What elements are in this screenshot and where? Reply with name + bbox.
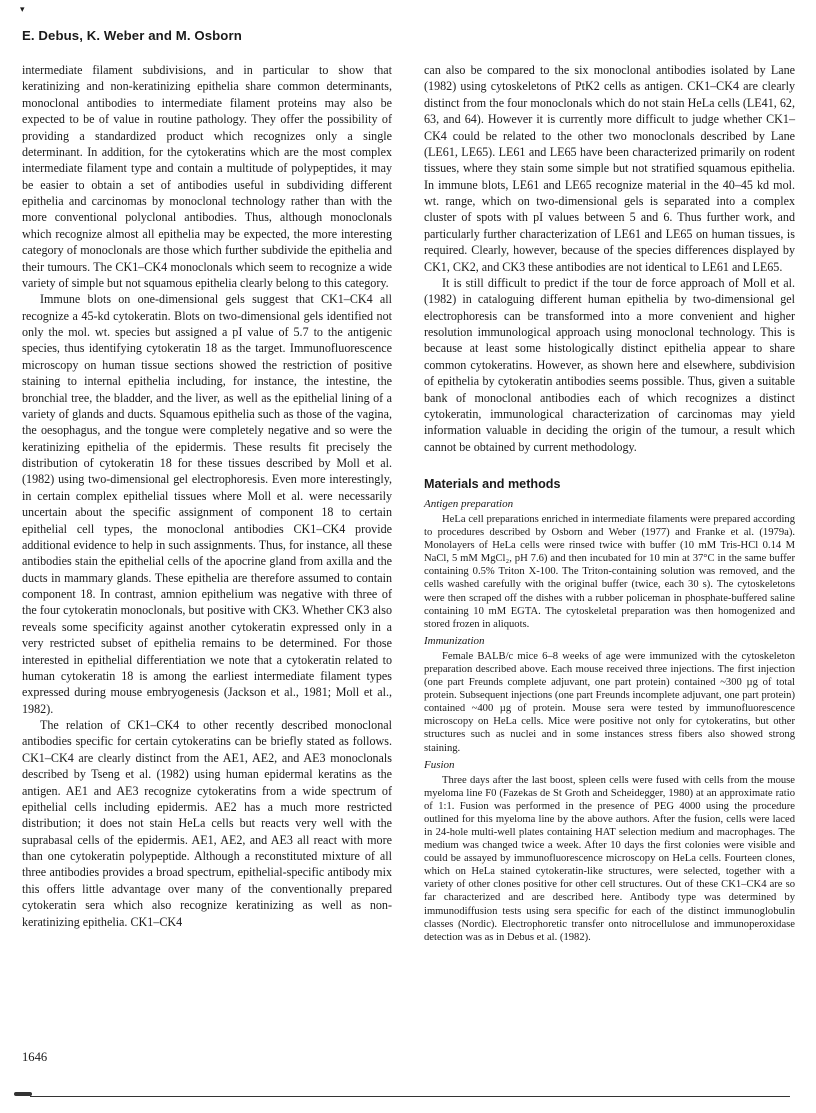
scan-edge-line	[30, 1096, 790, 1097]
section-heading-methods: Materials and methods	[424, 477, 561, 491]
subsection-heading: Immunization	[424, 634, 485, 647]
paragraph: It is still difficult to predict if the tour de force approach of Moll et al. (1982) in cataloguing different human epithelia by two-dimensional gel electrophoresis can be transformed into a more convenient and higher resolution immunological approach using monoclonal technology. This is because at least some histologically distinct epithelia appear to share common cytokeratins. However, as shown here and elsewhere, subdivision of epithelia by cytokeratin antibodies seems possible. Thus, given a suitable bank of monoclonal antibodies each of which recognizes a distinct cytokeratin, immunological characterization of carcinomas may yield information valuable in deciding the origin of the tumour, a result which cannot be obtained by current methodology.	[424, 275, 795, 454]
left-column	[22, 62, 392, 930]
methods-paragraph: HeLa cell preparations enriched in intermediate filaments were prepared according to procedures described by Osborn and Weber (1977) and Franke et al. (1979a). Monolayers of HeLa cells were rinsed twice with buffer (10 mM Tris-HCl 0.14 M NaCl, 5 mM MgCl₂, pH 7.6) and then incubated for 10 min at 37°C in the same buffer containing 0.5% Triton X-100. The Triton-containing solution was removed, and the cells washed carefully with the original buffer (twice, each 30 s). The cytoskeletons were then scraped off the dishes with a rubber policeman in phosphate-buffered saline containing 10 mM EGTA. The cytoskeletal preparation was then homogenized and stored frozen in aliquots.	[424, 514, 795, 630]
subsection-heading: Antigen preparation	[424, 498, 514, 510]
paragraph: intermediate filament subdivisions, and in particular to show that keratinizing and non-keratinizing epithelia share common determinants, monoclonal antibodies to intermediate filament proteins may also be expected to be of value in routine pathology. They offer the possibility of providing a standardized product which recognizes only a single determinant. In addition, for the cytokeratins which are the most complex intermediate filament type and contain a multitude of polypeptides, it may be easier to obtain a set of antibodies useful in subdividing different epithelia and carcinomas by monoclonal technology rather than with the more conventional polyclonal antibodies. Thus, although monoclonals which recognize almost all epithelia may be expected, the more interesting category of monoclonals are those which further subdivide the epithelia and their tumours. The CK1–CK4 monoclonals which seem to recognize a wide variety of simple but not squamous epithelia clearly belong to this category.	[22, 63, 392, 290]
paragraph: Immune blots on one-dimensional gels suggest that CK1–CK4 all recognize a 45-kd cytokeratin. Blots on two-dimensional gels identified not only the mol. wt. species but assigned a pI value of 5.7 to the antigenic species, thus identifying cytokeratin 18 as the target. Immunofluorescence microscopy on human tissue sections showed the restriction of positive staining to internal epithelia including, for instance, the intestine, the bronchial tree, the bladder, and the liver, as well as the epithelial lining of a variety of glands and ducts. Squamous epithelia such as those of the vagina, the oesophagus, and the tongue were completely negative and so were the keratinizing epithelia of the epidermis. These results fit precisely the distribution of cytokeratin 18 for these tissues described by Moll et al. (1982) using two-dimensional gel electrophoresis. Even more interestingly, in certain complex epithelial tissues where Moll et al. were necessarily uncertain about the specific assignment of component 18 to certain epithelial cell types, the monoclonal antibodies CK1–CK4 provide additional evidence to help in such assignments. Thus, for instance, all these antibodies stain the epithelial cells of the apocrine gland from axilla and the ducts in mammary glands. These epithelia are therefore assumed to contain component 18. In contrast, amnion epithelium was negative with three of the four cytokeratin monoclonals, but positive with CK3. Whether CK3 also reveals some specificity against another cytokeratin expressed only in a very restricted subset of epithelia remains to be determined. For those interested in epithelial differentiation we note that a cytokeratin related to human cytokeratin 18 is among the earliest intermediate filament types expressed during mouse embryogenesis (Jackson et al., 1981; Moll et al., 1982).	[22, 292, 392, 716]
page-number: 1646	[22, 1050, 48, 1064]
corner-marker: ▾	[20, 4, 25, 14]
subsection-heading: Fusion	[424, 758, 455, 771]
paragraph: can also be compared to the six monoclonal antibodies isolated by Lane (1982) using cytoskeletons of PtK2 cells as antigen. CK1–CK4 are clearly distinct from the four monoclonals which do not stain HeLa cells (LE41, 62, 63, and 64). However it is currently more difficult to judge whether CK1–CK4 could be related to the other two monoclonals described by Lane (LE61, LE65). LE61 and LE65 have been characterized primarily on rodent tissues, where they stain some simple but not stratified squamous epithelia. In immune blots, LE61 and LE65 recognize material in the 40–45 kd mol. wt. range, which on two-dimensional gels is separated into a complex cluster of spots with pI values between 5 and 6. Thus further work, and particularly further characterization of LE61 and LE65 on human tissues, is required. Clearly, however, because of the species differences displayed by CK1, CK2, and CK3 these antibodies are not identical to LE61 and LE65.	[424, 63, 795, 274]
methods-paragraph: Three days after the last boost, spleen cells were fused with cells from the mouse myeloma line F0 (Fazekas de St Groth and Scheidegger, 1980) at an approximate ratio of 1:1. Fusion was performed in the presence of PEG 4000 using the procedure outlined for this myeloma line by the above authors. After the fusion, cells were laced in 24-hole multi-well plates containing HAT selection medium and macrophages. The medium was changed twice a week. After 10 days the first colonies were visible and could be assayed by immunofluorescence microscopy on HeLa cells. Fourteen clones, which on HeLa stained cytokeratin-like structures, were selected, together with a variety of other clones positive for other cell structures. Out of these CK1–CK4 are so far characterized and are described here. Antibody type was determined by immunodiffusion tests using sera specific for each of the distinct immunoglobulin classes (Nordic). Electrophoretic transfer onto nitrocellulose and immunoperoxidase detection was as in Debus et al. (1982).	[424, 774, 795, 943]
methods-paragraph: Female BALB/c mice 6–8 weeks of age were immunized with the cytoskeleton preparation described above. Each mouse received three injections. The first injection (one part Freunds complete adjuvant, one part protein) contained ~300 µg of total protein. Subsequent injections (one part Freunds incomplete adjuvant, one part protein) contained ~400 µg of protein. Mouse sera were tested by immunofluorescence microscopy on HeLa cells. Mice were positive not only for cytokeratins, but other structures such as nuclei and in some instances stress fibers also showed strong staining.	[424, 650, 795, 754]
right-column	[424, 62, 795, 944]
running-header-authors: E. Debus, K. Weber and M. Osborn	[22, 28, 242, 43]
paragraph: The relation of CK1–CK4 to other recently described monoclonal antibodies specific for certain cytokeratins can be briefly stated as follows. CK1–CK4 are clearly distinct from the AE1, AE2, and AE3 monoclonals described by Tseng et al. (1982) using human epidermal keratins as the antigen. AE1 and AE3 recognize cytokeratins from a wide spectrum of epithelial cells including epidermis. AE2 has a much more restricted distribution; it does not stain HeLa cells but reacts very well with the suprabasal cells of the epidermis. AE1, AE2, and AE3 all react with more than one cytokeratin polypeptide. Although a reconstituted mixture of all three antibodies provides a broad spectrum, epithelial-specific antibody mix this offers little advantage over many of the conventionally prepared cytokeratin sera which also recognize keratinizing as well as non-keratinizing epithelia. CK1–CK4	[22, 718, 392, 929]
